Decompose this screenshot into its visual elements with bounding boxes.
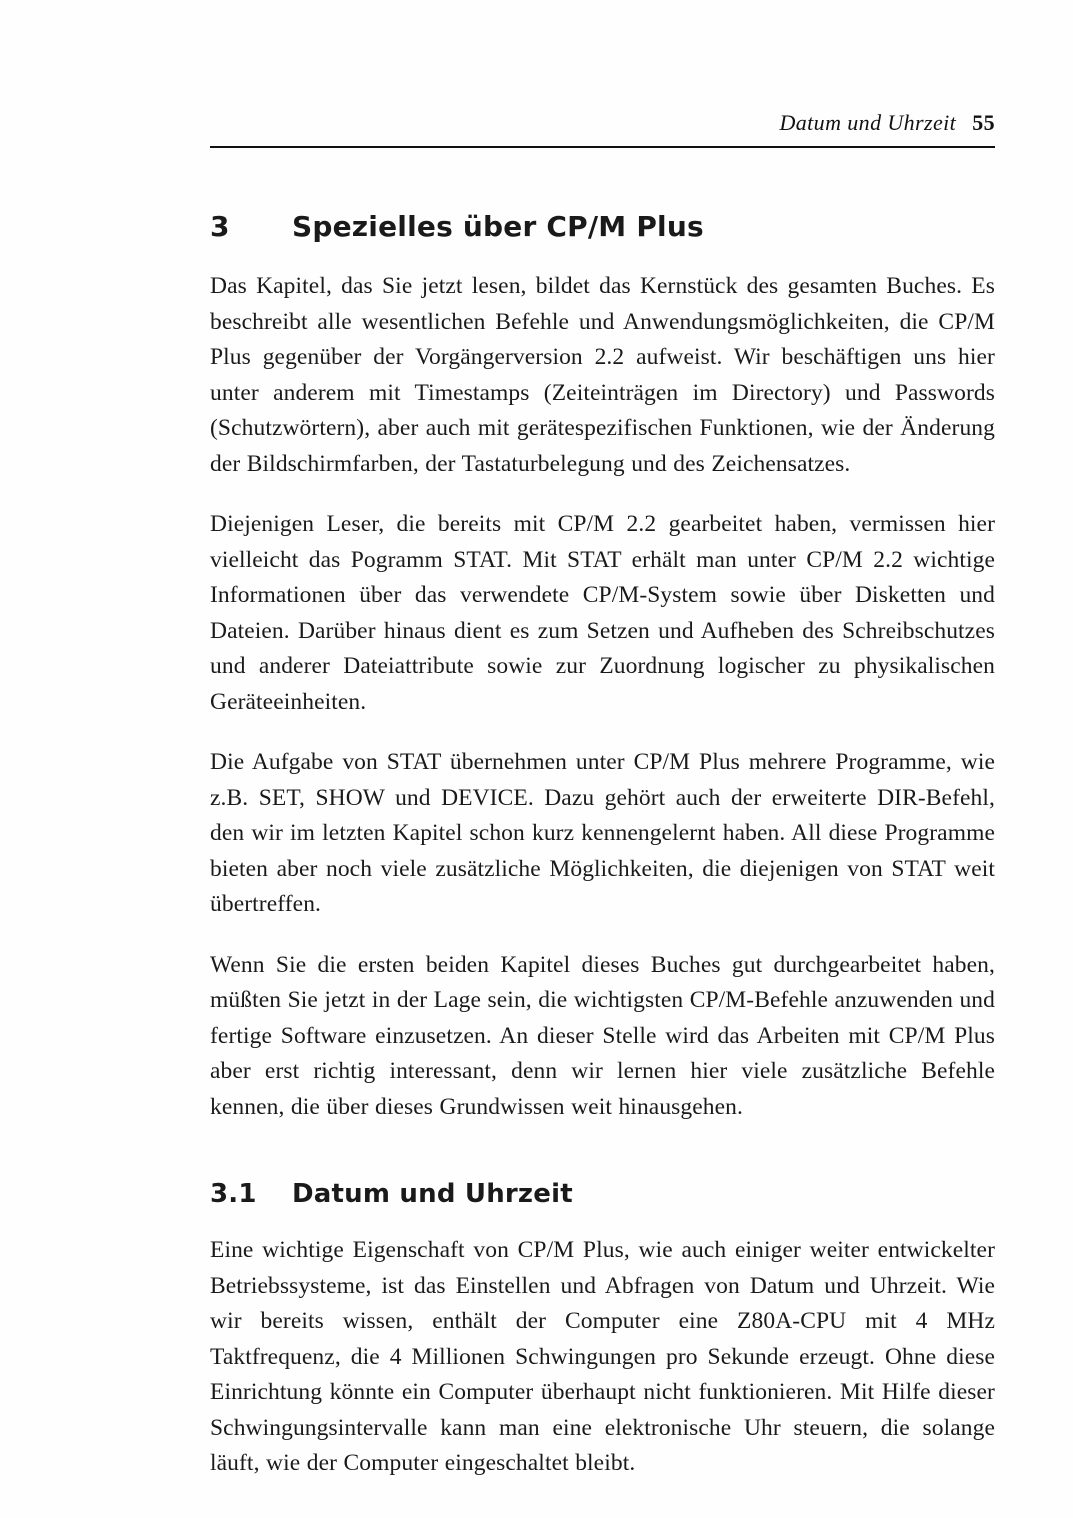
chapter-paragraph-3: Die Aufgabe von STAT übernehmen unter CP/M Plus mehrere Programme, wie z.B. SET, SHOW und DEVICE. Dazu gehört auch der erweiterte DIR-Befehl, den wir im letzten Kapitel schon kurz kennengelernt haben. All diese Programme bieten aber noch viele zusätzliche Möglichkeiten, die diejenigen von STAT weit übertreffen. bbox=[210, 749, 995, 917]
section-title-text: Datum und Uhrzeit bbox=[292, 1179, 573, 1209]
chapter-paragraph-2: Diejenigen Leser, die bereits mit CP/M 2.2 gearbeitet haben, vermissen hier vielleicht das Pogramm STAT. Mit STAT erhält man unter CP/M 2.2 wichtige Informationen über das verwendete CP/M-System sowie über Disketten und Dateien. Darüber hinaus dient es zum Setzen und Aufheben des Schreibschutzes und anderer Dateiattribute sowie zur Zuordnung logischer zu physikalischen Geräteeinheiten. bbox=[210, 511, 995, 715]
chapter-paragraph-1: Das Kapitel, das Sie jetzt lesen, bildet das Kernstück des gesamten Buches. Es beschreibt alle wesentlichen Befehle und Anwendungsmöglichkeiten, die CP/M Plus gegenüber der Vorgängerversion 2.2 aufweist. Wir beschäftigen uns hier unter anderem mit Timestamps (Zeiteinträgen im Directory) und Passwords (Schutzwörtern), aber auch mit gerätespezifischen Funktionen, wie der Änderung der Bildschirmfarben, der Tastaturbelegung und des Zeichensatzes. bbox=[210, 273, 995, 477]
running-head-title: Datum und Uhrzeit bbox=[779, 110, 957, 135]
header-rule bbox=[210, 146, 995, 148]
chapter-title-text: Spezielles über CP/M Plus bbox=[292, 210, 704, 243]
chapter-paragraph-4: Wenn Sie die ersten beiden Kapitel dieses Buches gut durchgearbeitet haben, müßten Sie jetzt in der Lage sein, die wichtigsten CP/M-Befehle anzuwenden und fertige Software einzusetzen. An dieser Stelle wird das Arbeiten mit CP/M Plus aber erst richtig interessant, denn wir lernen hier viele zusätzliche Befehle kennen, die über dieses Grundwissen weit hinausgehen. bbox=[210, 951, 995, 1120]
section-paragraph-1: Eine wichtige Eigenschaft von CP/M Plus, wie auch einiger weiter entwickelter Betriebssysteme, ist das Einstellen und Abfragen von Datum und Uhrzeit. Wie wir bereits wissen, enthält der Computer eine Z80A-CPU mit 4 MHz Taktfrequenz, die 4 Millionen Schwingungen pro Sekunde erzeugt. Ohne diese Einrichtung könnte ein Computer überhaupt nicht funktionieren. Mit Hilfe dieser Schwingungsintervalle kann man eine elektronische Uhr steuern, die solange läuft, wie der Computer eingeschaltet bleibt. bbox=[210, 1237, 995, 1476]
section-number: 3.1 bbox=[210, 1179, 257, 1209]
page-number: 55 bbox=[972, 110, 995, 135]
chapter-number: 3 bbox=[210, 210, 230, 243]
section-heading bbox=[210, 1179, 995, 1209]
chapter-heading bbox=[210, 210, 995, 243]
running-head bbox=[210, 110, 995, 146]
page-content bbox=[210, 110, 995, 1482]
